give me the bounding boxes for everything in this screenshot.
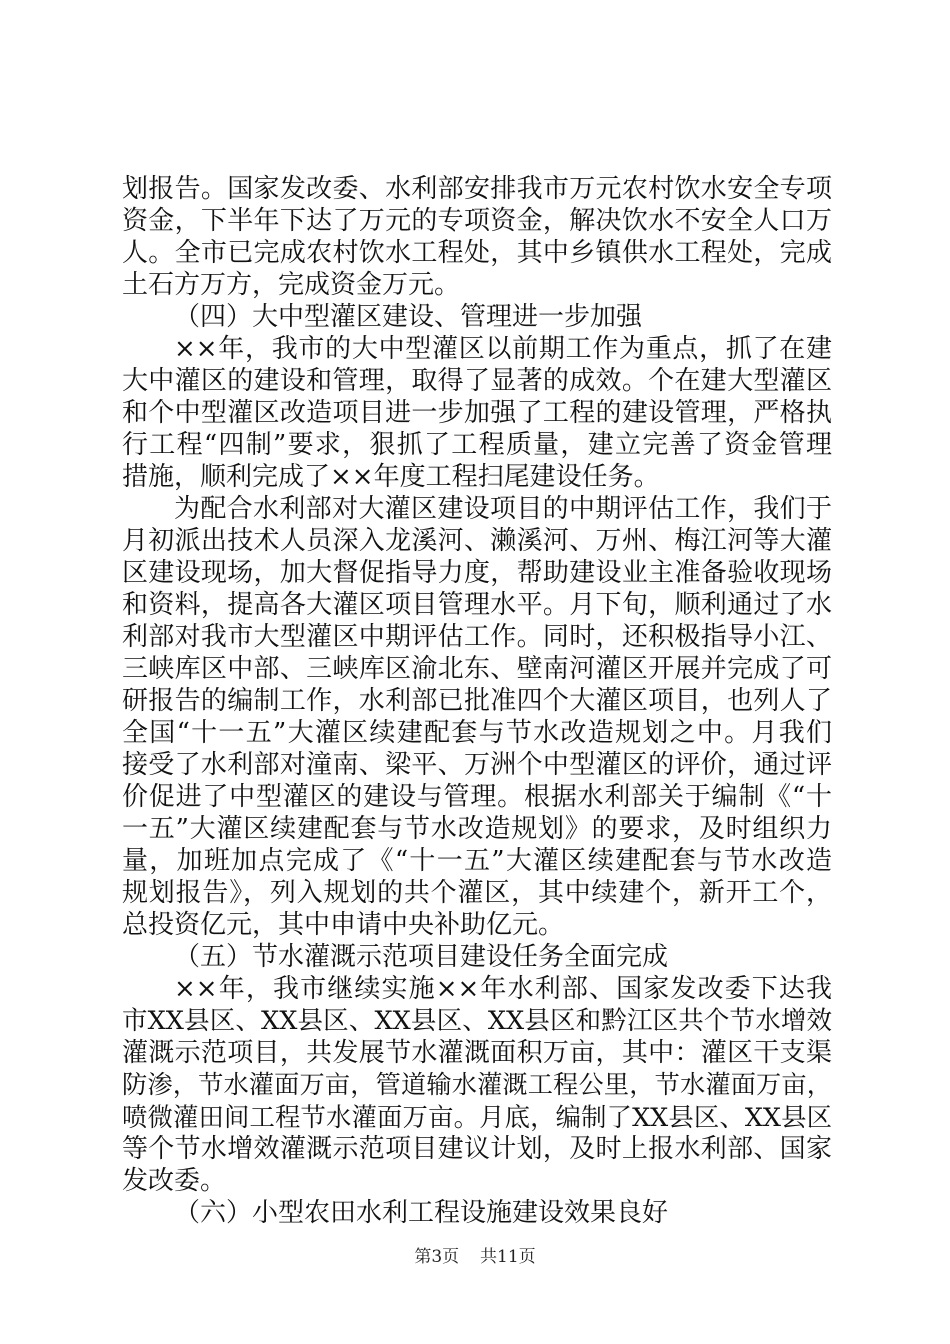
text-line: ××年，我市的大中型灌区以前期工作为重点，抓了在建 [174,334,832,364]
text-line: （六）小型农田水利工程设施建设效果良好 [174,1198,669,1228]
text-line: 大中灌区的建设和管理，取得了显著的成效。个在建大型灌区 [122,366,832,396]
text-line: 人。全市已完成农村饮水工程处，其中乡镇供水工程处，完成 [122,238,832,268]
text-line: 行工程“四制”要求，狠抓了工程质量，建立完善了资金管理 [122,430,832,460]
text-line: 接受了水利部对潼南、梁平、万洲个中型灌区的评价，通过评 [122,750,832,780]
text-line: 研报告的编制工作，水利部已批准四个大灌区项目，也列人了 [122,686,832,716]
text-line: 和资料，提高各大灌区项目管理水平。月下旬，顺利通过了水 [122,590,832,620]
text-line: 利部对我市大型灌区中期评估工作。同时，还积极指导小江、 [122,622,832,652]
text-line: ××年，我市继续实施××年水利部、国家发改委下达我 [174,974,832,1004]
text-line: 价促进了中型灌区的建设与管理。根据水利部关于编制《“十 [122,782,832,812]
text-line: 防渗，节水灌面万亩，管道输水灌溉工程公里，节水灌面万亩， [122,1070,832,1099]
text-line: 等个节水增效灌溉示范项目建议计划，及时上报水利部、国家 [122,1134,832,1164]
text-line: 发改委。 [122,1166,227,1196]
page-footer [0,1242,950,1267]
text-line: 月初派出技术人员深入龙溪河、濑溪河、万州、梅江河等大灌 [122,526,832,556]
text-line: 量，加班加点完成了《“十一五”大灌区续建配套与节水改造 [122,846,832,876]
text-line: 措施，顺利完成了××年度工程扫尾建设任务。 [122,462,660,492]
text-line: 资金，下半年下达了万元的专项资金，解决饮水不安全人口万 [122,206,832,236]
page-total: 共11页 [480,1247,536,1267]
text-line: 喷微灌田间工程节水灌面万亩。月底，编制了XX县区、XX县区 [122,1102,832,1132]
text-line: 规划报告》，列入规划的共个灌区，其中续建个，新开工个， [122,878,832,908]
page-number: 第3页 [414,1247,460,1267]
text-line: 划报告。国家发改委、水利部安排我市万元农村饮水安全专项 [122,174,832,204]
text-line: 为配合水利部对大灌区建设项目的中期评估工作，我们于 [174,494,832,524]
text-line: 三峡库区中部、三峡库区渝北东、壁南河灌区开展并完成了可 [122,654,832,684]
text-line: 土石方万方，完成资金万元。 [122,270,461,300]
text-line: 一五”大灌区续建配套与节水改造规划》的要求，及时组织力 [122,814,832,844]
document-body [122,173,832,1229]
text-line: 市XX县区、XX县区、XX县区、XX县区和黔江区共个节水增效 [122,1006,832,1036]
text-line: 和个中型灌区改造项目进一步加强了工程的建设管理，严格执 [122,398,832,428]
text-line: 全国“十一五”大灌区续建配套与节水改造规划之中。月我们 [122,718,832,748]
text-line: （四）大中型灌区建设、管理进一步加强 [174,302,643,332]
text-line: （五）节水灌溉示范项目建设任务全面完成 [174,942,669,972]
text-line: 灌溉示范项目，共发展节水灌溉面积万亩，其中：灌区干支渠 [122,1038,832,1068]
text-line: 总投资亿元，其中申请中央补助亿元。 [122,910,565,940]
text-line: 区建设现场，加大督促指导力度，帮助建设业主准备验收现场 [122,558,832,588]
